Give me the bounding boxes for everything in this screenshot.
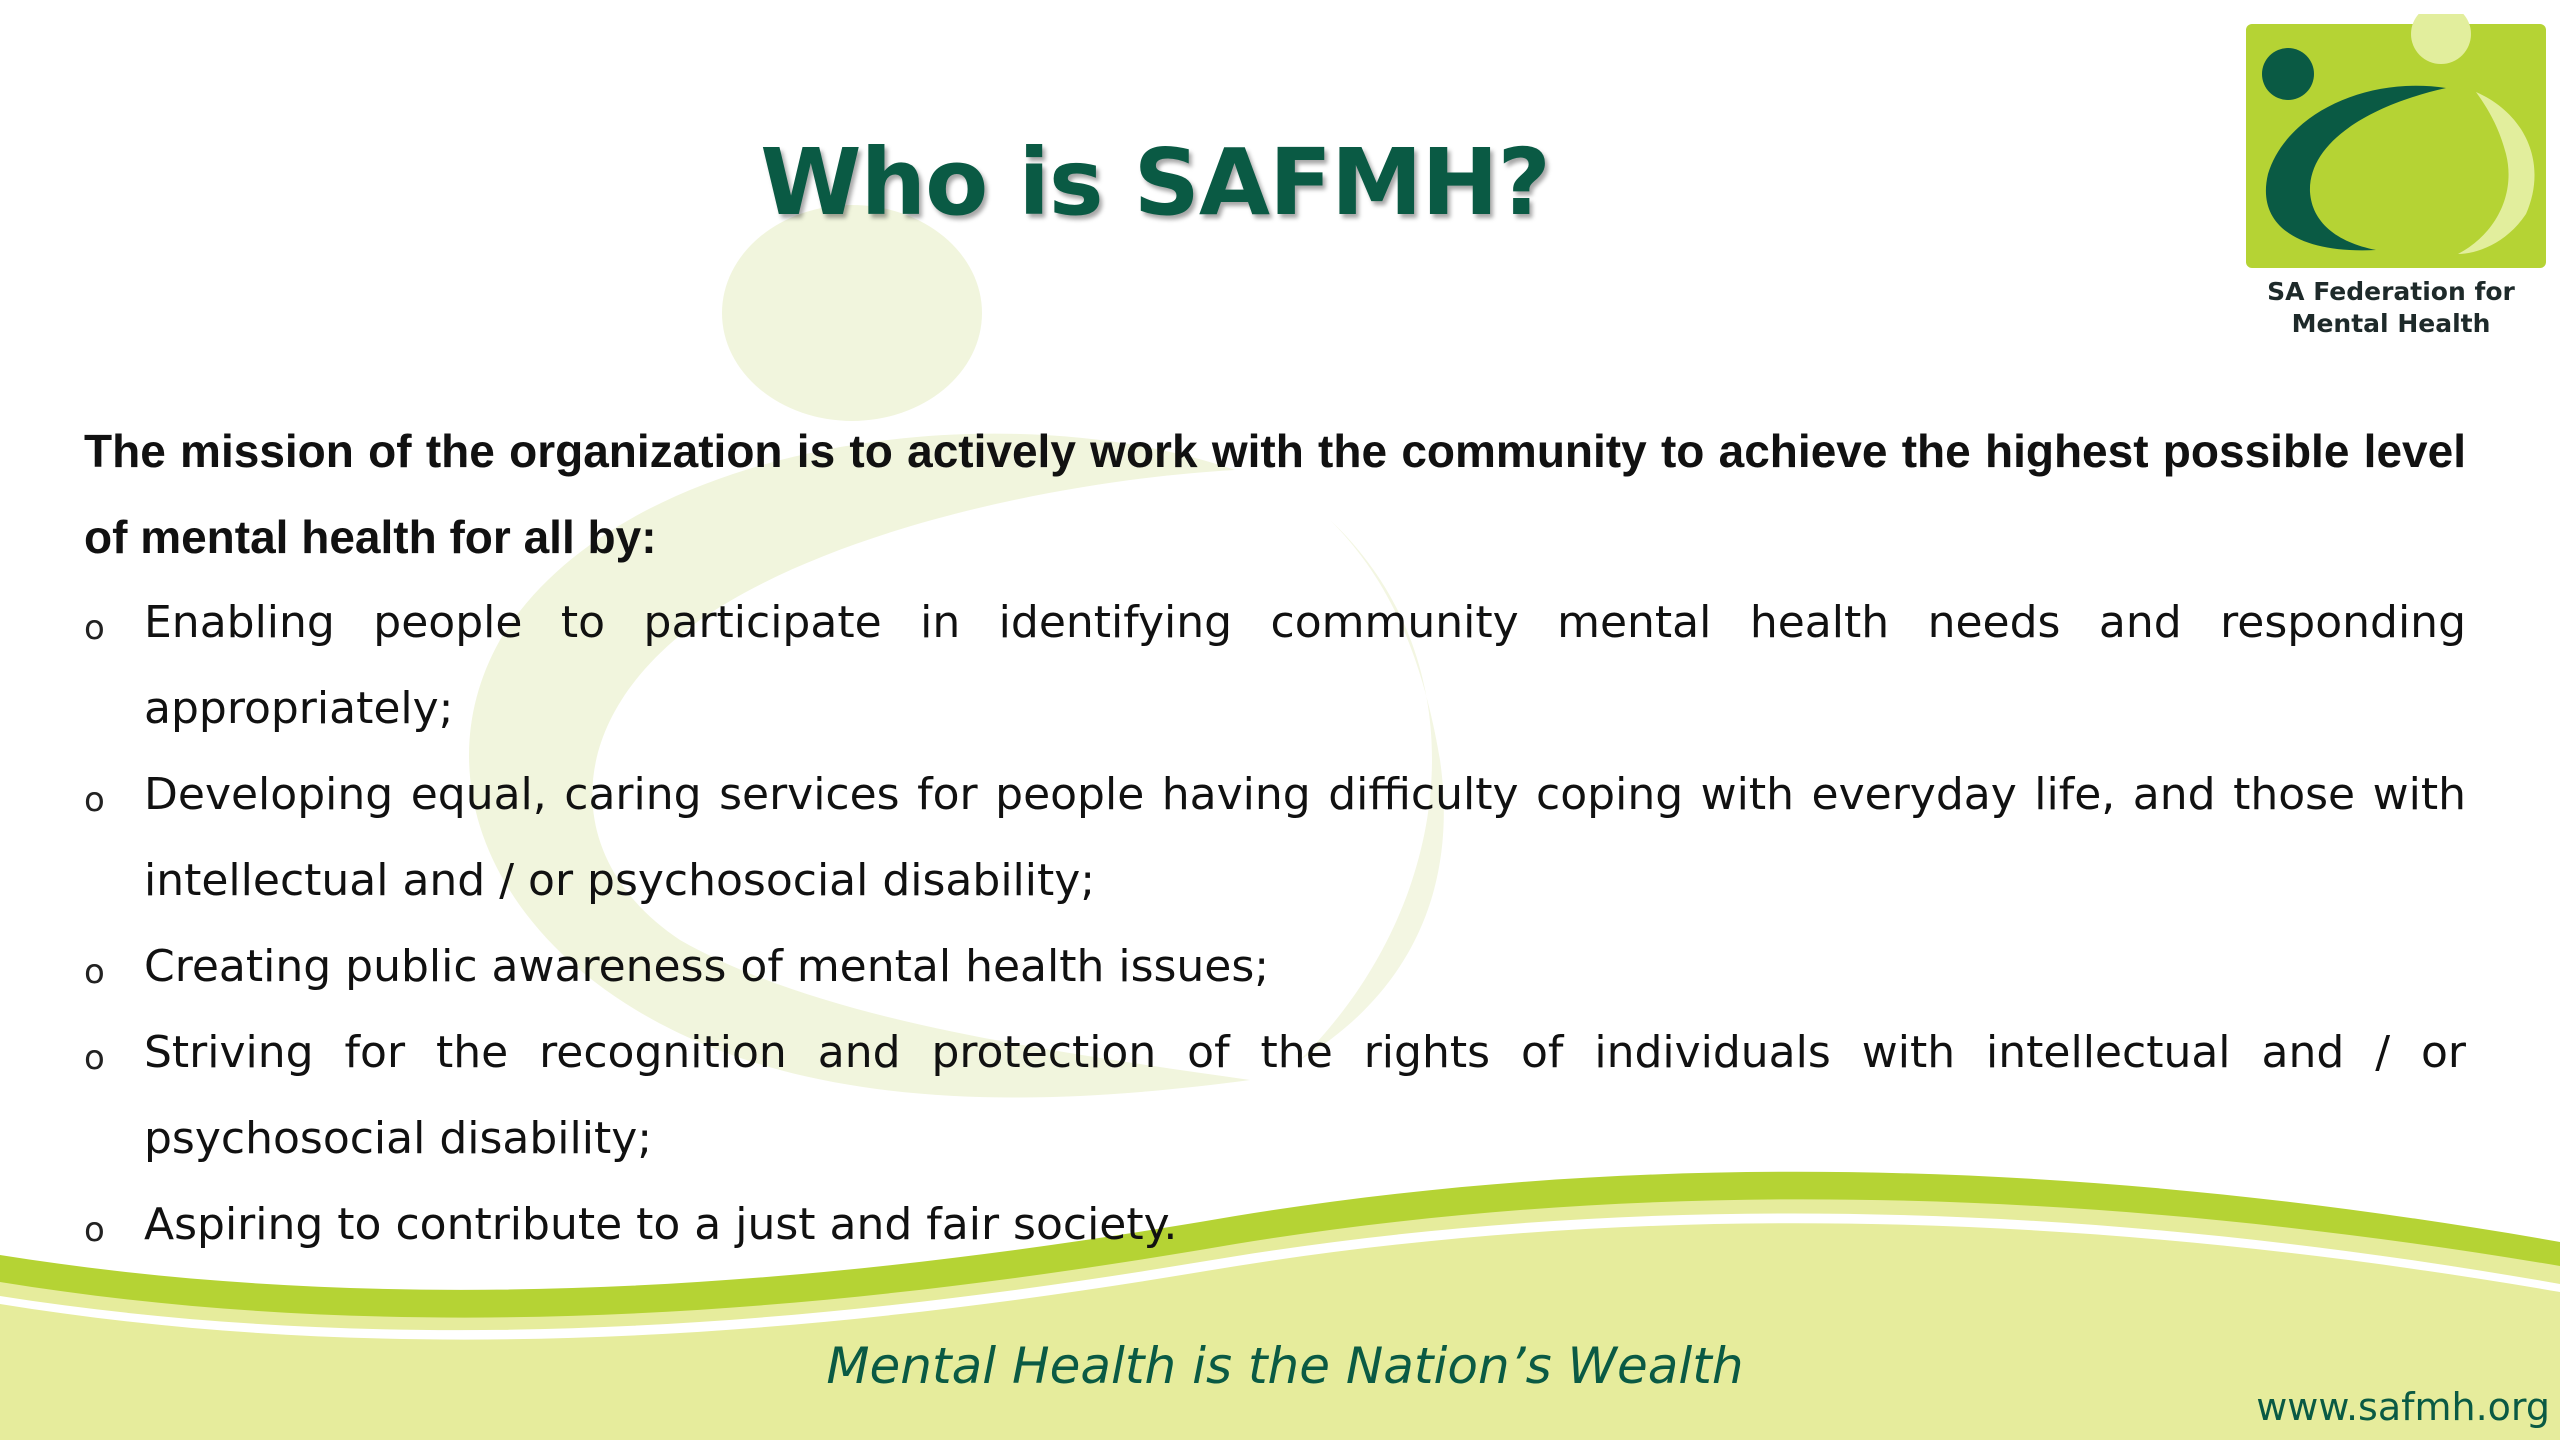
bullet-marker-icon: o [84, 1210, 105, 1250]
footer-tagline: Mental Health is the Nation’s Wealth [826, 1337, 1744, 1395]
logo-caption [2226, 276, 2556, 340]
bullet-text: Creating public awareness of mental health issues; [144, 941, 1270, 992]
mission-statement: The mission of the organization is to actively work with the community to achieve the highest possible level of mental health for all by: [84, 425, 2466, 563]
logo-caption-line-2: Mental Health [2291, 309, 2491, 338]
slide-content [84, 408, 2466, 1268]
bullet-marker-icon: o [84, 1038, 105, 1078]
bullet-marker-icon: o [84, 608, 105, 648]
bullet-marker-icon: o [84, 780, 105, 820]
logo-caption-line-1: SA Federation for [2267, 277, 2515, 306]
bullet-item-enabling [84, 580, 2466, 752]
bullet-text: Enabling people to participate in identifying community mental health needs and responding appropriately; [144, 597, 2466, 734]
bullet-text: Developing equal, caring services for people having difficulty coping with everyday life, and those with intellectual and / or psychosocial disability; [144, 769, 2466, 906]
bullet-text: Aspiring to contribute to a just and fair society. [144, 1199, 1178, 1250]
bullet-item-aspiring [84, 1182, 2466, 1268]
bullet-item-striving [84, 1010, 2466, 1182]
page-title: Who is SAFMH? [760, 129, 1550, 236]
bullet-item-developing [84, 752, 2466, 924]
bullet-item-creating [84, 924, 2466, 1010]
bullet-marker-icon: o [84, 952, 105, 992]
website-url: www.safmh.org [2256, 1385, 2550, 1429]
bullet-text: Striving for the recognition and protection of the rights of individuals with intellectual and / or psychosocial disability; [144, 1027, 2466, 1164]
mission-bullet-list [84, 580, 2466, 1268]
